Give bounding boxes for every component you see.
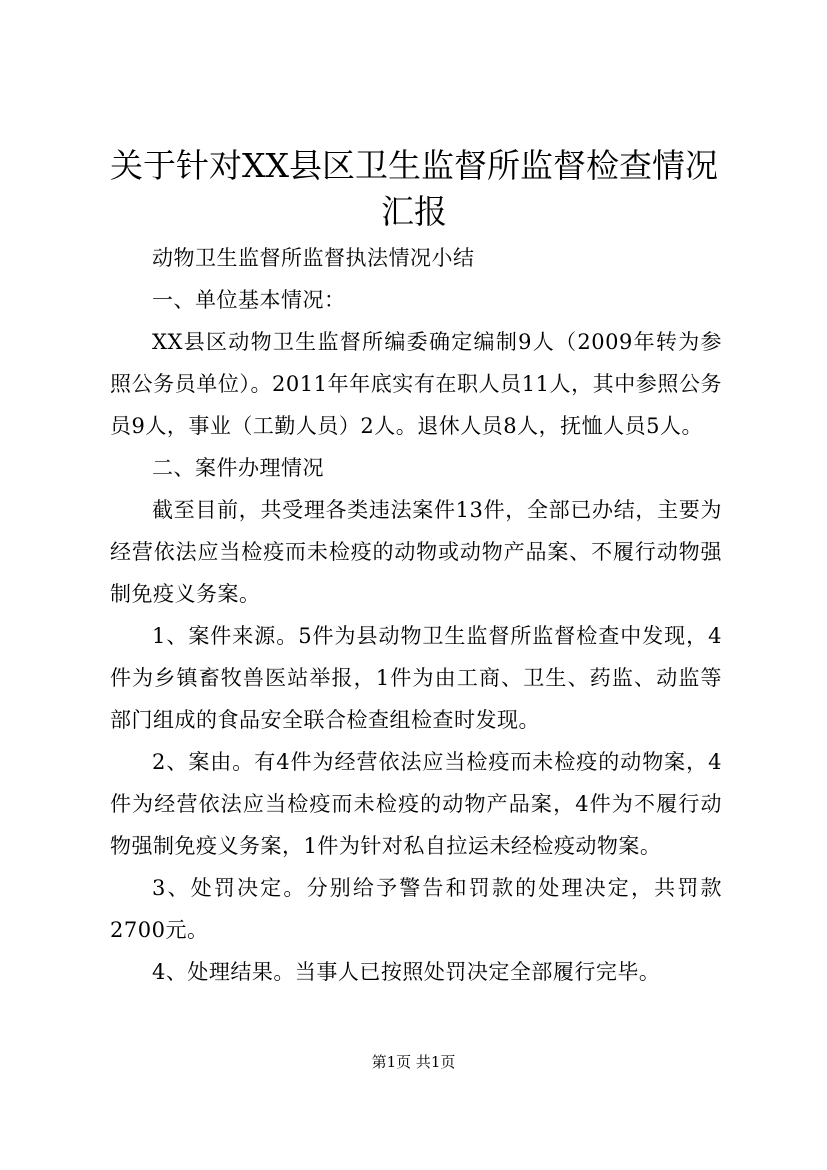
paragraph-case-sources: 1、案件来源。5件为县动物卫生监督所监督检查中发现，4件为乡镇畜牧兽医站举报，1件为由工商、卫生、药监、动监等部门组成的食品安全联合检查组检查时发现。 [110, 624, 722, 732]
paragraph-handling-result: 4、处理结果。当事人已按照处罚决定全部履行完毕。 [152, 960, 661, 984]
paragraph-section-2-heading: 二、案件办理情况 [152, 456, 324, 480]
paragraph-section-1-heading: 一、单位基本情况： [152, 288, 346, 312]
paragraph-cases-summary: 截至目前，共受理各类违法案件13件，全部已办结，主要为经营依法应当检疫而未检疫的动物或动物产品案、不履行动物强制免疫义务案。 [110, 498, 722, 606]
document-body [110, 237, 722, 993]
paragraph-staffing: XX县区动物卫生监督所编委确定编制9人（2009年转为参照公务员单位）。2011年年底实有在职人员11人，其中参照公务员9人，事业（工勤人员）2人。退休人员8人，抚恤人员5人。 [110, 330, 722, 438]
paragraph-case-causes: 2、案由。有4件为经营依法应当检疫而未检疫的动物案，4件为经营依法应当检疫而未检疫的动物产品案，4件为不履行动物强制免疫义务案，1件为针对私自拉运未经检疫动物案。 [110, 750, 722, 858]
paragraph-subtitle: 动物卫生监督所监督执法情况小结 [152, 246, 475, 270]
document-title: 关于针对XX县区卫生监督所监督检查情况汇报 [110, 146, 718, 231]
paragraph-penalty-decision: 3、处罚决定。分别给予警告和罚款的处理决定，共罚款2700元。 [110, 876, 722, 942]
page-footer: 第1页 共1页 [371, 1053, 456, 1071]
